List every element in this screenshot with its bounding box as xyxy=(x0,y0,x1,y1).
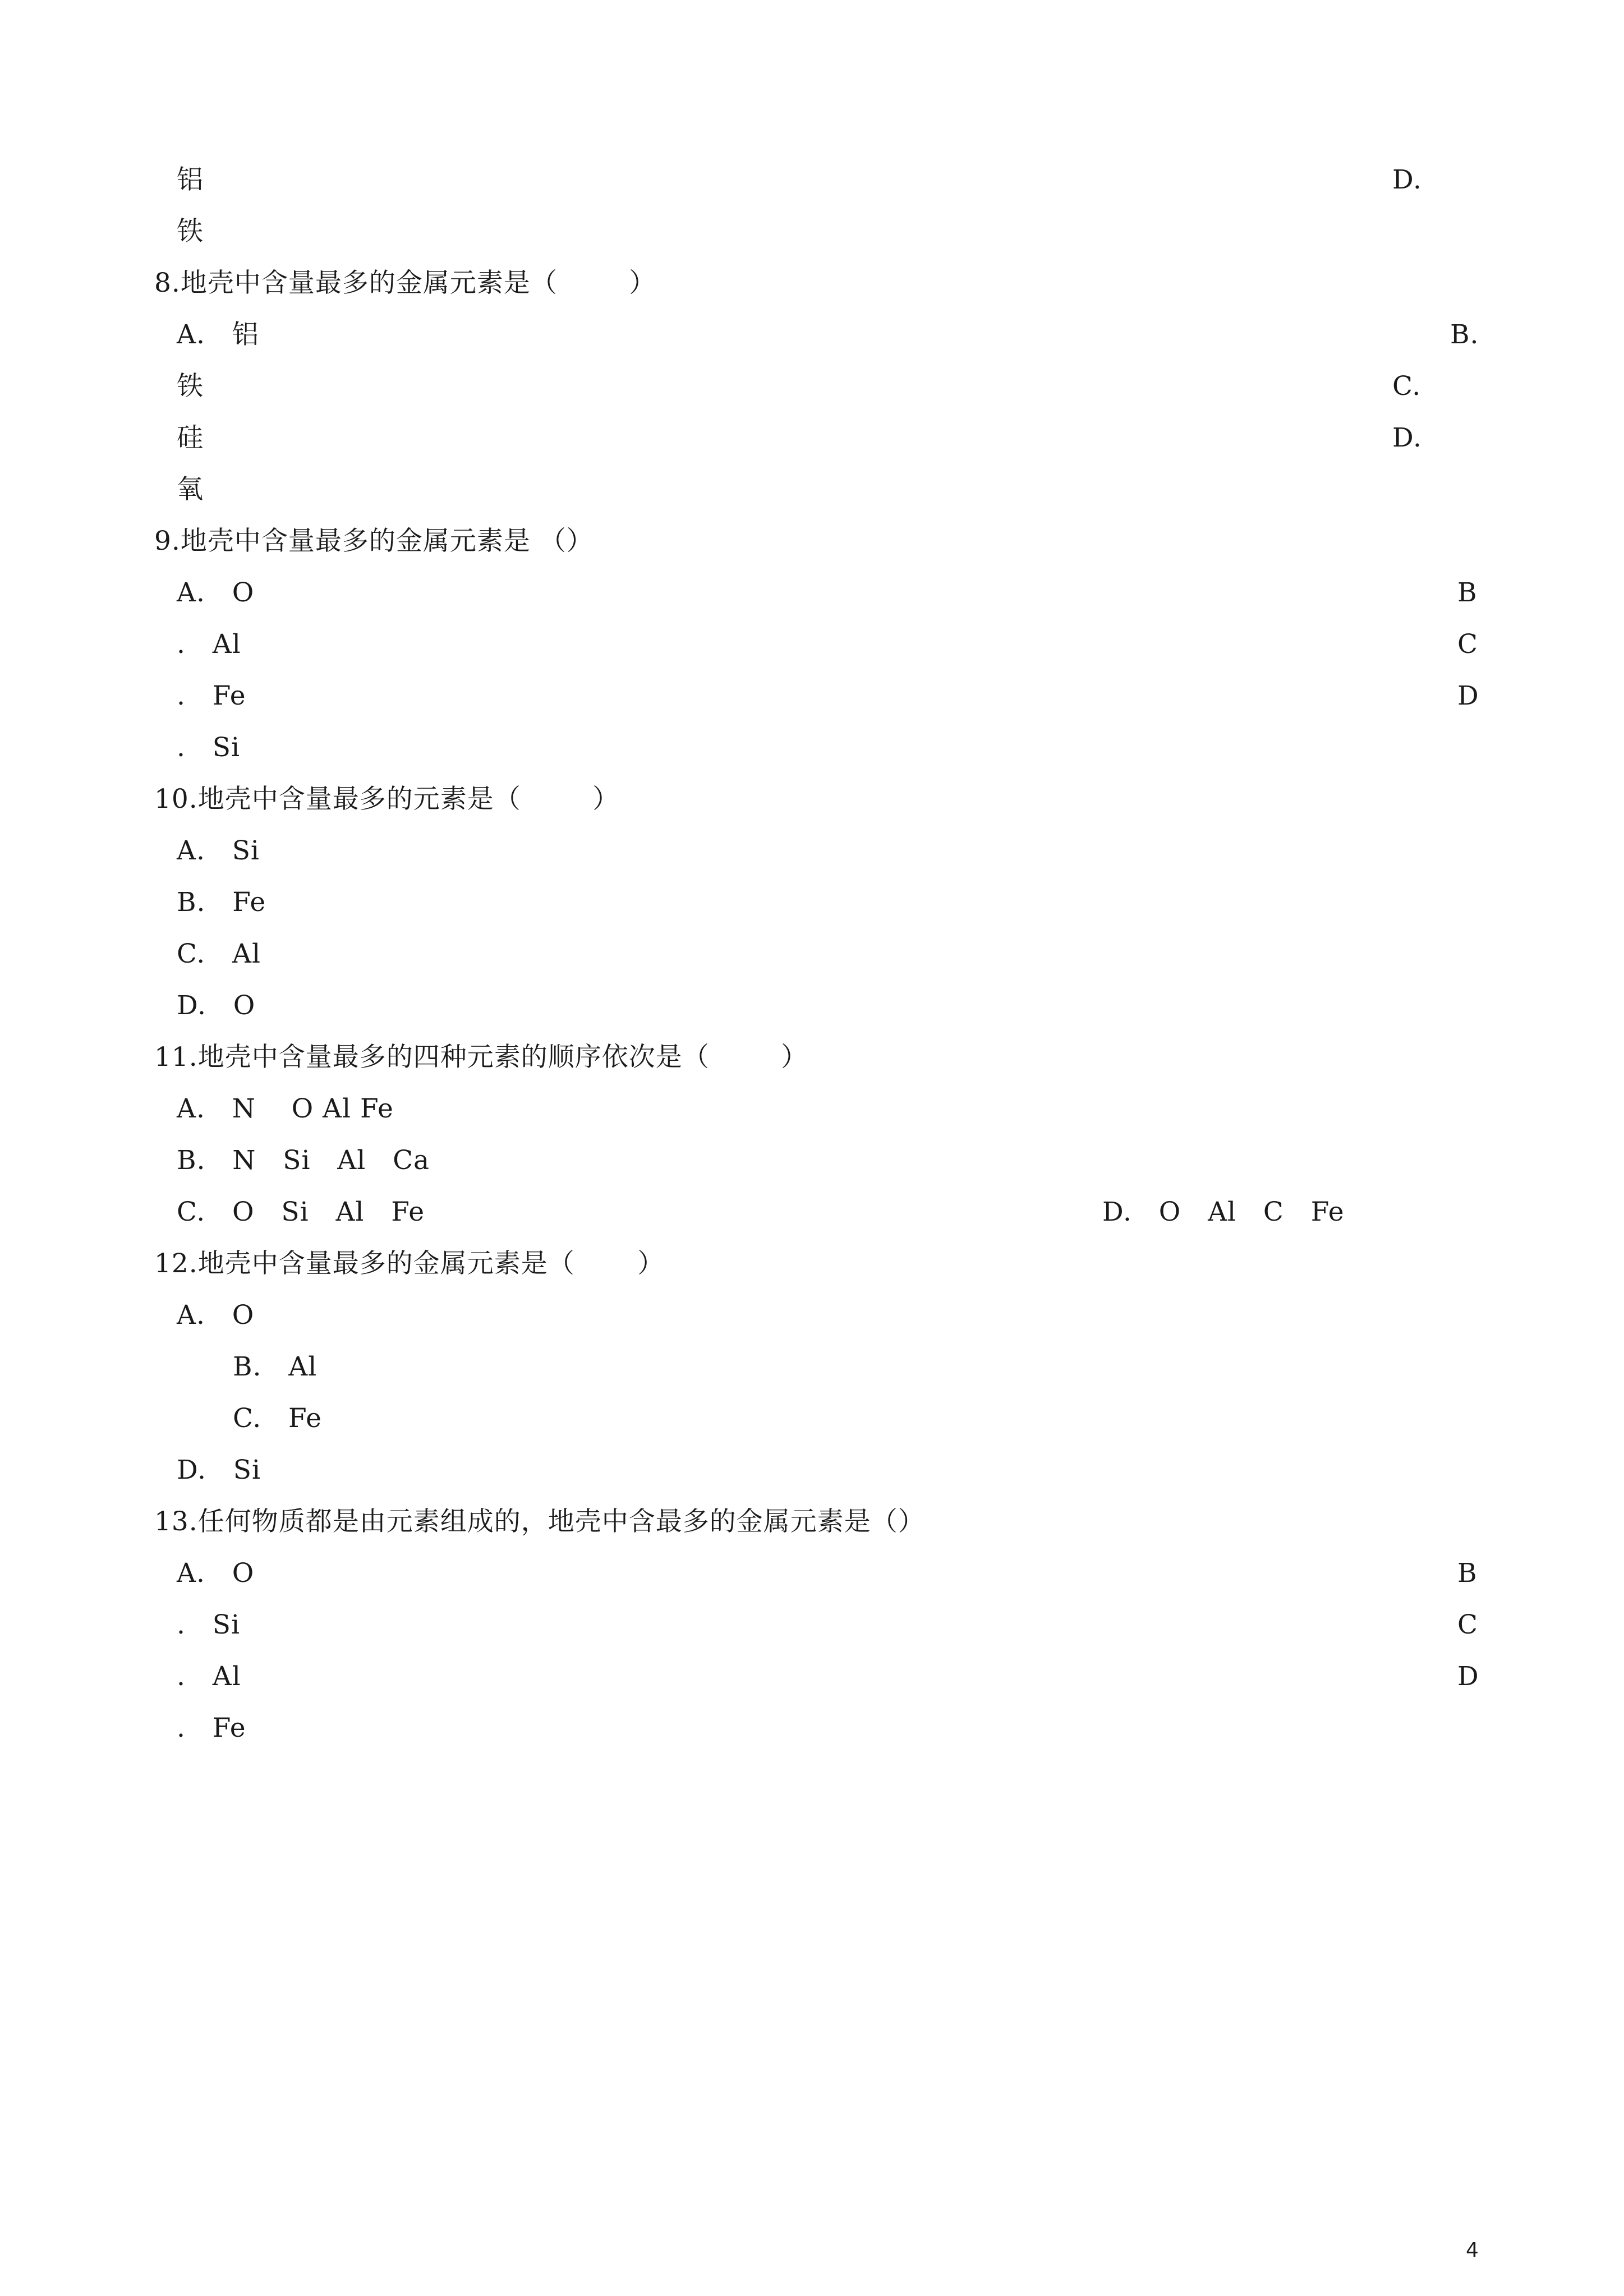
question-11: 11.地壳中含量最多的四种元素的顺序依次是（ ） xyxy=(154,1042,808,1073)
option-label: B xyxy=(1457,1558,1478,1589)
option-text: 铝 xyxy=(177,164,204,195)
option-label: C xyxy=(1457,629,1478,660)
option-a: A. O xyxy=(177,1300,255,1331)
option-text: 铁 xyxy=(177,216,204,247)
question-12: 12.地壳中含量最多的金属元素是（ ） xyxy=(154,1248,665,1279)
option-a: A. O xyxy=(177,1558,255,1589)
option-text: . Si xyxy=(177,1609,240,1640)
option-label: D xyxy=(1457,680,1479,711)
option-d: D. O Al C Fe xyxy=(1102,1197,1345,1227)
option-label: D xyxy=(1457,1661,1479,1692)
option-b: B. N Si Al Ca xyxy=(177,1145,430,1176)
option-label: B xyxy=(1457,577,1478,608)
option-text: . Al xyxy=(177,629,241,660)
option-text: 氧 xyxy=(177,474,204,505)
option-text: . Fe xyxy=(177,680,246,711)
option-label: D. xyxy=(1392,164,1422,195)
option-b: B. Fe xyxy=(177,887,266,918)
option-text: . Fe xyxy=(177,1713,246,1743)
option-label: D. xyxy=(1392,422,1422,453)
option-label: B. xyxy=(1450,319,1479,350)
option-a: A. Si xyxy=(177,835,260,866)
option-b: B. Al xyxy=(233,1351,318,1382)
question-8: 8.地壳中含量最多的金属元素是（ ） xyxy=(154,268,656,298)
option-text: 铁 xyxy=(177,371,204,402)
option-c: C. O Si Al Fe xyxy=(177,1197,425,1227)
page-number: 4 xyxy=(1466,2239,1479,2262)
option-d: D. Si xyxy=(177,1455,261,1485)
option-text: . Al xyxy=(177,1661,241,1692)
option-text: 硅 xyxy=(177,422,204,453)
option-c: C. Al xyxy=(177,938,261,969)
question-10: 10.地壳中含量最多的元素是（ ） xyxy=(154,784,620,815)
option-a: A. O xyxy=(177,577,255,608)
option-c: C. Fe xyxy=(233,1403,322,1434)
option-a: A. N O Al Fe xyxy=(177,1093,394,1124)
option-label: C. xyxy=(1392,371,1421,402)
question-13: 13.任何物质都是由元素组成的，地壳中含最多的金属元素是（） xyxy=(154,1506,925,1537)
option-d: D. O xyxy=(177,990,256,1021)
option-text: . Si xyxy=(177,732,240,763)
question-9: 9.地壳中含量最多的金属元素是 （） xyxy=(154,526,594,556)
option-label: C xyxy=(1457,1609,1478,1640)
option-a: A. 铝 xyxy=(177,319,259,350)
